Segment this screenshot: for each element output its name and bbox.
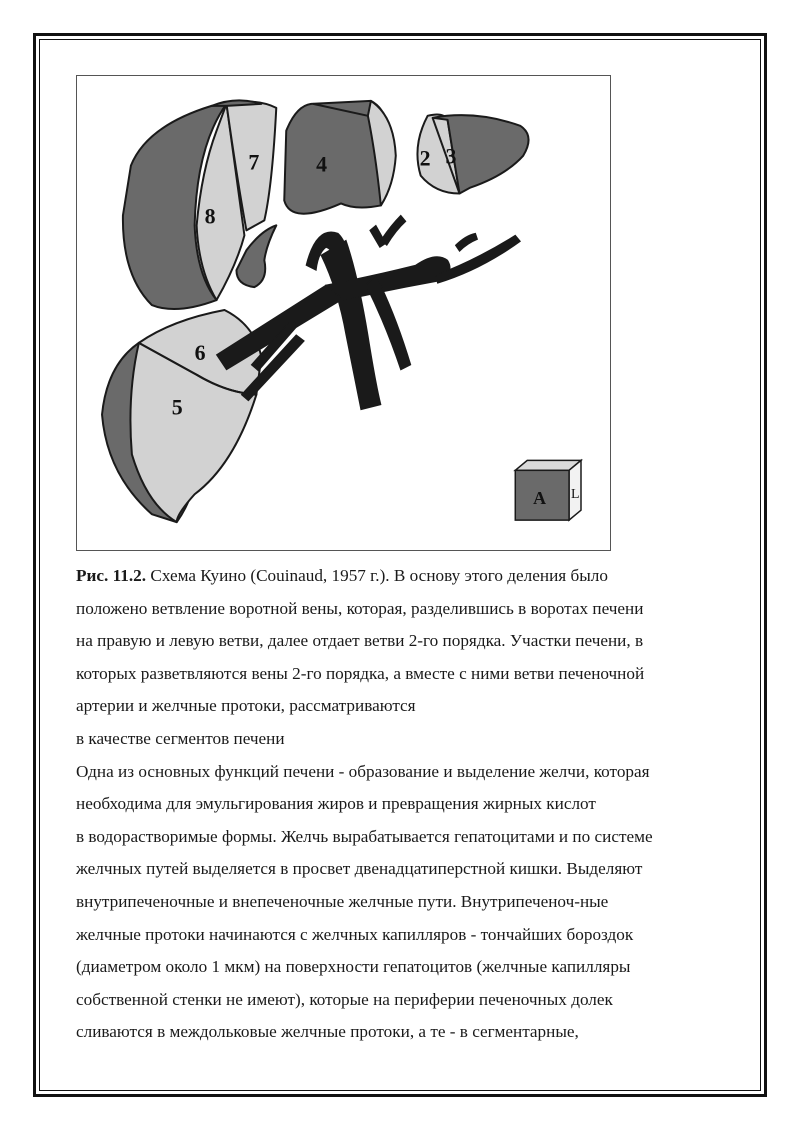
caption-line-1 [76,560,736,593]
body-line-9: сливаются в междольковые желчные протоки, а те - в сегментарные, [76,1022,579,1042]
segment-label-7: 7 [248,149,260,175]
body-line-7: (диаметром около 1 мкм) на поверхности гепатоцитов (желчные капилляры [76,957,631,977]
body-line-1: Одна из основных функций печени - образование и выделение желчи, которая [76,761,650,781]
branch-upper-left [456,233,478,251]
segment-label-6: 6 [194,339,206,365]
portal-vein-trunk [321,240,381,409]
body-line-8: собственной стенки не имеют), которые на периферии печеночных долек [76,989,613,1009]
body-line-2: необходима для эмульгирования жиров и превращения жирных кислот [76,794,596,814]
cube-side-label: L [571,487,580,503]
couinaud-liver-segments-figure [76,75,611,551]
body-line-4: желчных путей выделяется в просвет двенадцатиперстной кишки. Выделяют [76,859,643,879]
body-line-3: в водорастворимые формы. Желчь вырабатывается гепатоцитами и по системе [76,826,653,846]
segment-7-top [212,100,262,106]
caption-line-2: положено ветвление воротной вены, которая, разделившись в воротах печени [76,598,644,618]
segment-label-8: 8 [204,203,216,229]
figure-caption-label: Рис. 11.2. [76,566,147,585]
segment-label-5: 5 [171,394,183,420]
liver-segments-diagram [77,76,610,550]
document-text [76,560,736,1049]
cube-front-label: A [533,488,547,509]
caption-text: Схема Куино (Couinaud, 1957 г.). В основу этого деления было [146,566,608,585]
segment-label-2: 2 [419,145,431,171]
segment-label-3: 3 [445,143,457,169]
caption-line-3: на правую и левую ветви, далее отдает ветви 2-го порядка. Участки печени, в [76,631,644,651]
branch-sinew [381,215,406,245]
orientation-cube [515,460,581,520]
caption-line-5: артерии и желчные протоки, рассматриваются [76,696,416,716]
caption-line-4: которых разветвляются вены 2-го порядка, а вместе с ними ветви печеночной [76,663,645,683]
left-hepatic-branch [436,235,521,283]
segment-label-4: 4 [316,151,328,177]
body-line-5: внутрипеченочные и внепеченочные желчные пути. Внутрипеченоч-ные [76,891,609,911]
caption-line-6: в качестве сегментов печени [76,728,285,748]
body-line-6: желчные протоки начинаются с желчных капилляров - тончайших бороздок [76,924,634,944]
